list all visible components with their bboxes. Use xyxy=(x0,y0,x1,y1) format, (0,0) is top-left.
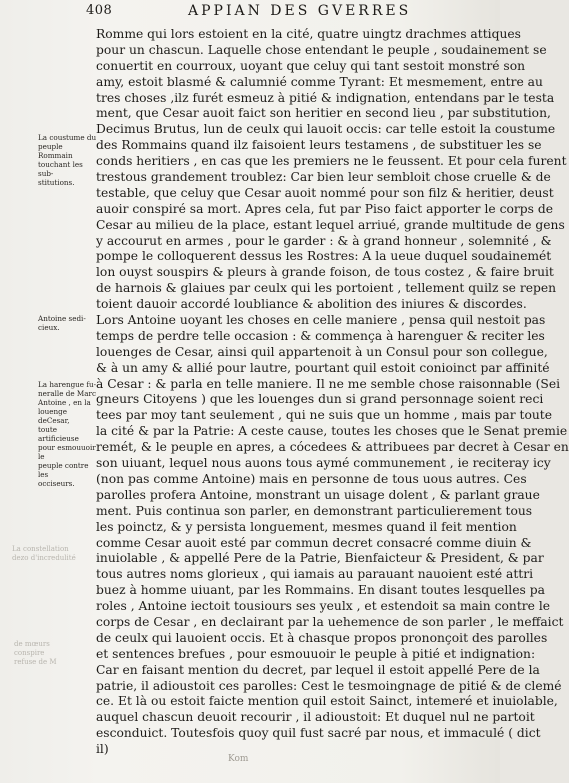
show-through-note xyxy=(12,545,82,563)
text-line: tees par moy tant seulement , qui ne suis que un homme , mais par toute xyxy=(96,408,553,423)
text-line: buez à homme uiuant, par les Rommains. En disant toutes lesquelles pa xyxy=(96,583,545,598)
margin-note-line: La harengue fu- xyxy=(38,380,97,389)
text-line: Romme qui lors estoient en la cité, quatre uingtz drachmes attiques xyxy=(96,27,521,41)
text-line: auoir conspiré sa mort. Apres cela, fut par Piso faict apporter le corps de xyxy=(96,201,553,216)
text-line: temps de perdre telle occasion : & commença à harenguer & reciter les xyxy=(96,328,545,343)
margin-note-line: peuple contre les xyxy=(38,461,89,479)
text-line: esconduict. Toutesfois quoy quil fust sacré par nous, et immaculé ( dict xyxy=(96,726,541,741)
text-line: il) xyxy=(96,742,109,757)
text-line: patrie, il adioustoit ces parolles: Cest le tesmoingnage de pitié & de clemé xyxy=(96,678,562,693)
show-through-note xyxy=(14,640,84,667)
margin-note-line: cieux. xyxy=(38,323,60,332)
text-line: ment. Puis continua son parler, en demonstrant particulierement tous xyxy=(96,503,533,518)
text-line: comme Cesar auoit esté par commun decret consacré comme diuin & xyxy=(96,535,532,550)
text-line: Cesar au milieu de la place, estant lequel arriué, grande multitude de gens xyxy=(96,217,565,232)
text-line: à Cesar : & parla en telle maniere. Il ne me semble chose raisonnable (Sei xyxy=(96,376,561,391)
text-line: ment, que Cesar auoit faict son heritier en second lieu , par substitution, xyxy=(96,106,551,121)
text-line: auquel chascun deuoit recourir , il adioustoit: Et duquel nul ne partoit xyxy=(96,710,535,725)
text-line: des Rommains quand ilz faisoient leurs testamens , de substituer les se xyxy=(96,138,542,153)
margin-note-line: stitutions. xyxy=(38,178,75,187)
text-line: Lors Antoine uoyant les choses en celle maniere , pensa quil nestoit pas xyxy=(96,313,546,328)
text-line: (non pas comme Antoine) mais en personne de tous uous autres. Ces xyxy=(96,471,527,486)
margin-note-line: peuple Rommain xyxy=(38,142,73,160)
margin-note-harangue xyxy=(38,380,98,488)
text-line: gneurs Citoyens ) que les louenges dun si grand personnage soient reci xyxy=(96,392,544,407)
margin-note-line: neralle de Marc xyxy=(38,389,96,398)
text-line: & à un amy & allié pour lautre, pourtant quil estoit conioinct par affinité xyxy=(96,360,550,375)
text-line: son uiuant, lequel nous auons tous aymé communement , ie reciteray icy xyxy=(96,456,551,471)
show-through-line: de mœurs xyxy=(14,640,50,648)
show-through-line: La constellation xyxy=(12,545,69,553)
text-line: trestous grandement troublez: Car bien leur sembloit chose cruelle & de xyxy=(96,170,551,185)
text-line: amy, estoit blasmé & calumnié comme Tyrant: Et mesmement, entre au xyxy=(96,74,543,89)
text-line: inuiolable , & appellé Pere de la Patrie, Bienfaicteur & President, & par xyxy=(96,551,544,566)
text-line: Decimus Brutus, lun de ceulx qui lauoit occis: car telle estoit la coustume xyxy=(96,122,556,137)
margin-note-coustume xyxy=(38,133,98,187)
text-line: y accourut en armes , pour le garder : & à grand honneur , solemnité , & xyxy=(96,233,552,248)
text-line: testable, que celuy que Cesar auoit nommé pour son filz & heritier, deust xyxy=(96,185,554,200)
margin-note-line: toute artificieuse xyxy=(38,425,79,443)
margin-note-line: occiseurs. xyxy=(38,479,75,488)
text-line: remét, & le peuple en apres, a cócedees & attribuees par decret à Cesar en xyxy=(96,440,569,455)
page-number: 408 xyxy=(86,3,113,18)
body-text xyxy=(96,27,569,758)
text-line: la cité & par la Patrie: A ceste cause, toutes les choses que le Senat premie xyxy=(96,424,568,439)
text-line: tres choses ,ilz furét esmeuz à pitié & indignation, entendans par le testa xyxy=(96,90,555,105)
text-line: toient dauoir accordé loubliance & abolition des iniures & discordes. xyxy=(96,297,527,312)
text-line: tous autres noms glorieux , qui iamais au parauant nauoient esté attri xyxy=(96,567,534,582)
text-line: roles , Antoine iectoit tousiours ses yeulx , et estendoit sa main contre le xyxy=(96,599,551,614)
show-through-line: refuse de M xyxy=(14,658,57,666)
text-line: lon ouyst souspirs & pleurs à grande foison, de tous costez , & faire bruit xyxy=(96,265,554,280)
footer-mark: Kom xyxy=(228,754,249,764)
text-line: conds heritiers , en cas que les premiers ne le feussent. Et pour cela furent xyxy=(96,154,567,169)
text-line: de ceulx qui lauoient occis. Et à chasque propos prononçoit des parolles xyxy=(96,630,548,645)
text-line: conuertit en courroux, uoyant que celuy qui tant sestoit monstré son xyxy=(96,58,526,73)
margin-notes xyxy=(0,0,100,783)
text-line: parolles profera Antoine, monstrant un uisage dolent , & parlant graue xyxy=(96,487,540,502)
text-line: et sentences brefues , pour esmouuoir le peuple à pitié et indignation: xyxy=(96,646,536,661)
margin-note-line: Antoine , en la xyxy=(38,398,91,407)
margin-note-line: La coustume du xyxy=(38,133,97,142)
margin-note-line: Antoine sedi- xyxy=(38,314,86,323)
book-title: APPIAN DES GVERRES xyxy=(188,3,412,19)
text-line: corps de Cesar , en declairant par la uehemence de son parler , le meffaict xyxy=(96,614,564,629)
show-through-line: dezo d'incredulité xyxy=(12,554,76,562)
text-line: Car en faisant mention du decret, par lequel il estoit appellé Pere de la xyxy=(96,662,540,677)
text-line: pompe le colloquerent dessus les Rostres: A la ueue duquel soudainemét xyxy=(96,249,552,264)
margin-note-line: touchant les sub- xyxy=(38,160,83,178)
text-line: pour un chascun. Laquelle chose entendant le peuple , soudainement se xyxy=(96,42,547,57)
margin-note-antoine xyxy=(38,314,98,332)
margin-note-line: pour esmouuoir le xyxy=(38,443,96,461)
text-line: de harnois & glaiues par ceulx qui les portoient , tellement quilz se repen xyxy=(96,281,557,296)
text-line: ce. Et là ou estoit faicte mention quil estoit Sainct, intemeré et inuiolable, xyxy=(96,694,558,709)
text-line: louenges de Cesar, ainsi quil appartenoit à un Consul pour son collegue, xyxy=(96,344,548,359)
text-line: les poinctz, & y persista longuement, mesmes quand il feit mention xyxy=(96,519,517,534)
show-through-line: conspire xyxy=(14,649,45,657)
margin-note-line: louenge deCesar, xyxy=(38,407,70,425)
